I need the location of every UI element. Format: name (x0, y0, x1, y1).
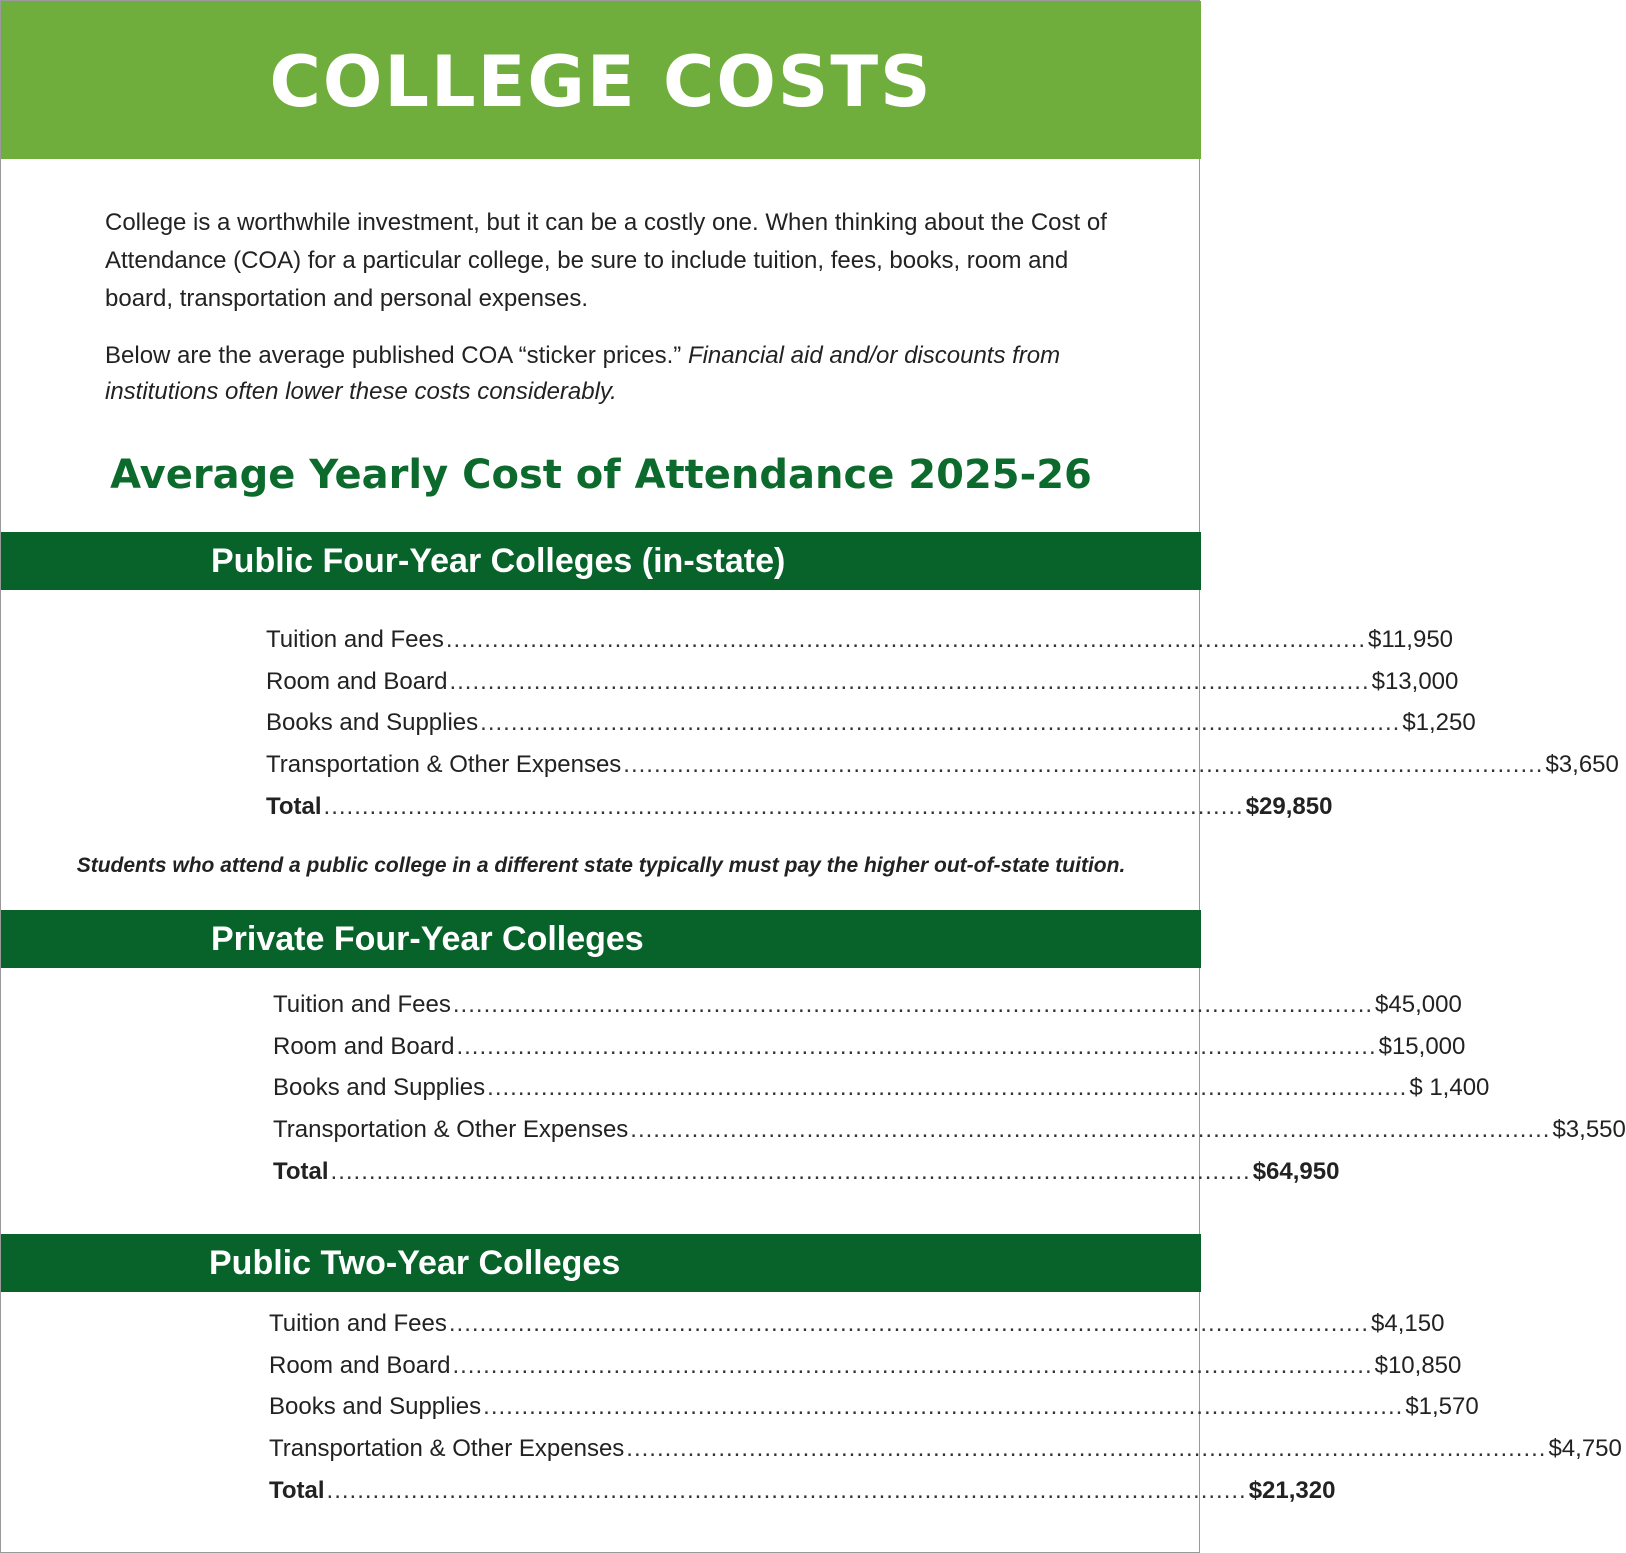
leader-dots: ........................................................................................................................ (483, 1393, 1404, 1421)
cost-label: Books and Supplies (266, 709, 479, 737)
section-band-private-four-year (1, 910, 1201, 968)
cost-label: Transportation & Other Expenses (266, 751, 622, 779)
section-title: Public Four-Year Colleges (in-state) (211, 542, 786, 580)
cost-row (273, 1109, 1626, 1151)
cost-row (266, 744, 1619, 786)
intro-paragraph-2-italic: Financial aid and/or discounts from institutions often lower these costs considerably. (105, 342, 1061, 405)
cost-list-private-four-year (273, 984, 1626, 1192)
total-label: Total (273, 1157, 329, 1185)
cost-label: Books and Supplies (269, 1393, 482, 1421)
intro-text (105, 204, 1115, 410)
leader-dots: ........................................................................................................................ (445, 626, 1367, 653)
cost-amount: $11,950 (1368, 626, 1454, 653)
cost-label: Tuition and Fees (266, 626, 444, 653)
out-of-state-note: Students who attend a public college in a different state typically must pay the higher out-of-state tuition. (76, 854, 1126, 877)
leader-dots: ........................................................................................................................ (630, 1116, 1551, 1144)
total-row (269, 1470, 1336, 1512)
cost-label: Room and Board (273, 1032, 455, 1060)
leader-dots: ........................................................................................................................ (623, 751, 1544, 779)
cost-row (269, 1303, 1445, 1345)
intro-paragraph-1: College is a worthwhile investment, but it can be a costly one. When thinking about the Cost of Attendance (COA) for a particular college, be sure to include tuition, fees, books, room and board, transportation and personal expenses. (105, 209, 1107, 312)
cost-amount: $ 1,400 (1409, 1074, 1490, 1102)
cost-row (269, 1386, 1479, 1428)
cost-label: Transportation & Other Expenses (273, 1116, 629, 1144)
cost-row (269, 1428, 1622, 1470)
total-row (273, 1151, 1340, 1193)
cost-label: Books and Supplies (273, 1074, 486, 1102)
leader-dots: ........................................................................................................................ (456, 1032, 1377, 1060)
intro-paragraph-2-plain: Below are the average published COA “sticker prices.” (105, 342, 688, 369)
intro-paragraph-2 (105, 338, 1115, 410)
total-amount: $64,950 (1252, 1157, 1340, 1185)
cost-row (266, 702, 1476, 744)
cost-list-public-two-year (269, 1303, 1622, 1511)
cost-amount: $1,570 (1405, 1393, 1479, 1421)
cost-amount: $3,550 (1552, 1116, 1626, 1144)
total-row (266, 786, 1333, 828)
cost-label: Tuition and Fees (269, 1310, 447, 1337)
leader-dots: ........................................................................................................................ (487, 1074, 1408, 1102)
cost-row (273, 1026, 1466, 1068)
title-banner (1, 1, 1201, 159)
cost-label: Room and Board (266, 667, 448, 695)
cost-row (266, 661, 1459, 703)
total-amount: $21,320 (1248, 1476, 1336, 1504)
cost-amount: $45,000 (1375, 991, 1462, 1018)
leader-dots: ........................................................................................................................ (480, 709, 1401, 737)
total-label: Total (269, 1476, 325, 1504)
cost-row (269, 1345, 1462, 1387)
leader-dots: ........................................................................................................................ (626, 1435, 1547, 1463)
section-title: Private Four-Year Colleges (211, 920, 644, 958)
leader-dots: ........................................................................................................................ (330, 1157, 1251, 1185)
total-label: Total (266, 792, 322, 820)
cost-amount: $13,000 (1371, 667, 1459, 695)
cost-list-public-four-year (266, 619, 1619, 827)
cost-row (273, 1067, 1490, 1109)
leader-dots: ........................................................................................................................ (452, 991, 1374, 1018)
cost-amount: $4,750 (1548, 1435, 1622, 1463)
cost-amount: $3,650 (1545, 751, 1619, 779)
section-title: Public Two-Year Colleges (209, 1244, 621, 1282)
leader-dots: ........................................................................................................................ (448, 1310, 1370, 1337)
cost-amount: $10,850 (1374, 1351, 1462, 1379)
total-amount: $29,850 (1245, 792, 1333, 820)
section-subtitle: Average Yearly Cost of Attendance 2025-26 (110, 452, 1092, 498)
leader-dots: ........................................................................................................................ (452, 1351, 1373, 1379)
cost-row (273, 984, 1462, 1026)
cost-label: Transportation & Other Expenses (269, 1435, 625, 1463)
leader-dots: ........................................................................................................................ (449, 667, 1370, 695)
page-title: COLLEGE COSTS (269, 41, 933, 123)
cost-label: Tuition and Fees (273, 991, 451, 1018)
section-band-public-four-year (1, 532, 1201, 590)
leader-dots: ........................................................................................................................ (323, 792, 1244, 820)
section-band-public-two-year (1, 1234, 1201, 1292)
cost-amount: $4,150 (1371, 1310, 1445, 1337)
cost-label: Room and Board (269, 1351, 451, 1379)
leader-dots: ........................................................................................................................ (326, 1476, 1247, 1504)
cost-amount: $15,000 (1378, 1032, 1466, 1060)
cost-row (266, 619, 1454, 661)
cost-amount: $1,250 (1402, 709, 1476, 737)
